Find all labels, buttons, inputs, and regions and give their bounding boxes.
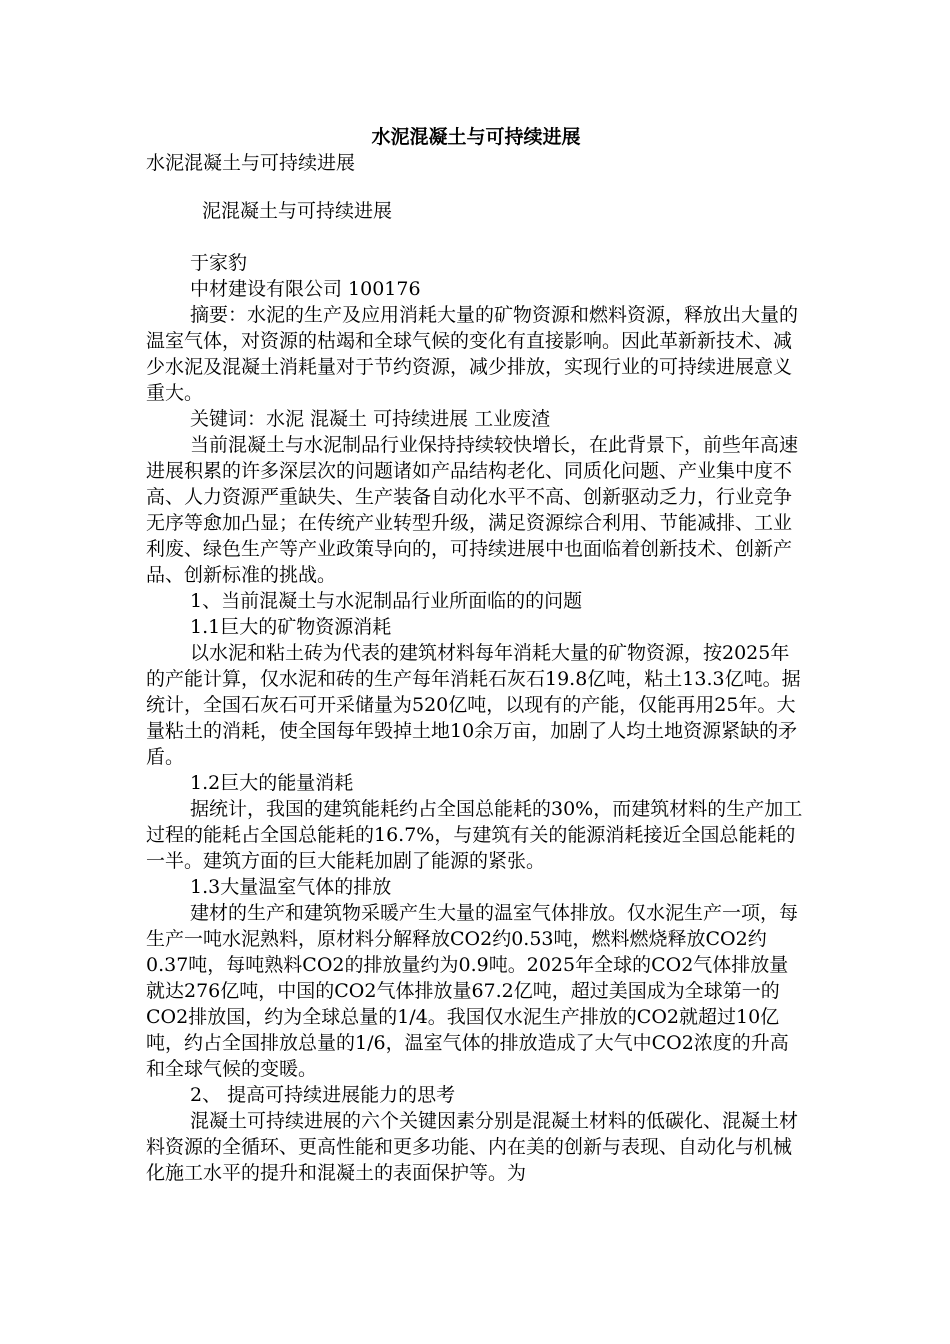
section-2-paragraph: 混凝土可持续进展的六个关键因素分别是混凝土材料的低碳化、混凝土材料资源的全循环、更高性能和更多功能、内在美的创新与表现、自动化与机械化施工水平的提升和混凝土的表面保护等。为 (146, 1110, 799, 1184)
section-1-1-paragraph: 以水泥和粘土砖为代表的建筑材料每年消耗大量的矿物资源，按2025年的产能计算，仅水泥和砖的生产每年消耗石灰石19.8亿吨，粘土13.3亿吨。据统计，全国石灰石可开采储量为520亿吨，以现有的产能，仅能再用25年。大量粘土的消耗，使全国每年毁掉土地10余万亩，加剧了人均土地资源紧缺的矛盾。 (146, 642, 801, 768)
inner-title: 泥混凝土与可持续进展 (202, 200, 393, 222)
section-1-heading: 1、当前混凝土与水泥制品行业所面临的的问题 (190, 590, 583, 612)
document-subtitle: 水泥混凝土与可持续进展 (146, 152, 356, 174)
intro-paragraph: 当前混凝土与水泥制品行业保持持续较快增长，在此背景下，前些年高速进展积累的许多深层次的问题诸如产品结构老化、同质化问题、产业集中度不高、人力资源严重缺失、生产装备自动化水平不高、创新驱动乏力，行业竞争无序等愈加凸显；在传统产业转型升级，满足资源综合利用、节能减排、工业利废、绿色生产等产业政策导向的，可持续进展中也面临着创新技术、创新产品、创新标准的挑战。 (146, 434, 799, 586)
author: 于家豹 (190, 252, 248, 274)
section-1-2-paragraph: 据统计，我国的建筑能耗约占全国总能耗的30%，而建筑材料的生产加工过程的能耗占全国总能耗的16.7%，与建筑有关的能源消耗接近全国总能耗的一半。建筑方面的巨大能耗加剧了能源的紧张。 (146, 798, 803, 872)
section-1-3-heading: 1.3大量温室气体的排放 (190, 876, 392, 898)
document-page (146, 124, 806, 1186)
section-1-3-paragraph: 建材的生产和建筑物采暖产生大量的温室气体排放。仅水泥生产一项，每生产一吨水泥熟料，原材料分解释放CO2约0.53吨，燃料燃烧释放CO2约0.37吨，每吨熟料CO2的排放量约为0.9吨。2025年全球的CO2气体排放量就达276亿吨，中国的CO2气体排放量67.2亿吨，超过美国成为全球第一的CO2排放国，约为全球总量的1/4。我国仅水泥生产排放的CO2就超过10亿吨，约占全国排放总量的1/6，温室气体的排放造成了大气中CO2浓度的升高和全球气候的变暖。 (146, 902, 799, 1080)
section-1-2-heading: 1.2巨大的能量消耗 (190, 772, 354, 794)
keywords: 关键词：水泥 混凝土 可持续进展 工业废渣 (190, 408, 551, 430)
section-1-1-heading: 1.1巨大的矿物资源消耗 (190, 616, 392, 638)
document-title: 水泥混凝土与可持续进展 (371, 126, 581, 148)
affiliation: 中材建设有限公司 100176 (190, 278, 421, 300)
abstract: 摘要：水泥的生产及应用消耗大量的矿物资源和燃料资源，释放出大量的温室气体，对资源的枯竭和全球气候的变化有直接影响。因此革新新技术、减少水泥及混凝土消耗量对于节约资源，减少排放，实现行业的可持续进展意义重大。 (146, 304, 799, 404)
blank-line (146, 224, 806, 250)
section-2-heading: 2、 提高可持续进展能力的思考 (190, 1084, 456, 1106)
